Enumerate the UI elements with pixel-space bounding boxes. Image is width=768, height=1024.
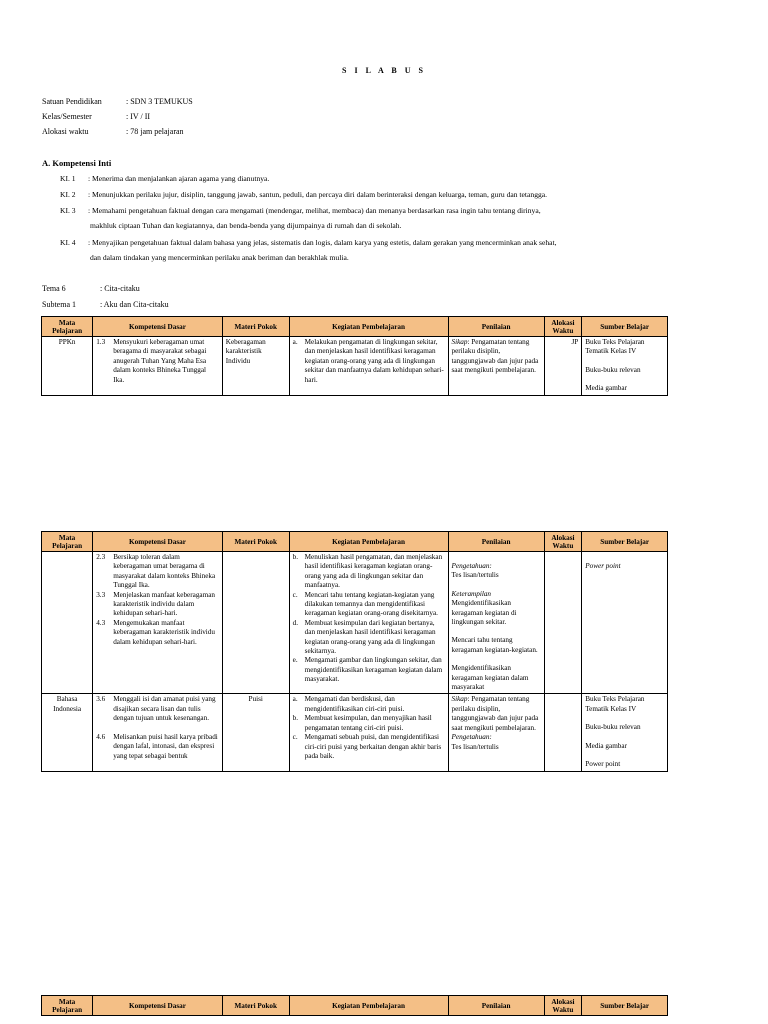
header-penilaian: Penilaian: [448, 996, 544, 1016]
cell-alokasi: [544, 694, 582, 771]
identity-row-time: [42, 127, 184, 136]
sumber-item: Media gambar: [585, 384, 627, 393]
kegiatan-letter: b.: [292, 553, 299, 561]
kegiatan-letter: b.: [292, 714, 299, 723]
tema-value: : Cita-citaku: [100, 284, 140, 293]
ki-text: : Memahami pengetahuan faktual dengan cara mengamati (mendengar, melihat, membaca) dan menanya berdasarkan rasa ingin tahu tentang dirinya,: [88, 206, 541, 215]
header-kompetensi-dasar: Kompetensi Dasar: [93, 996, 223, 1016]
ki-item: [60, 205, 700, 231]
kd-text: Mensyukuri keberagaman umat beragama di masyarakat sebagai anugerah Tuhan Yang Maha Esa dalam konteks Bhineka Tunggal Ika.: [113, 338, 207, 384]
kegiatan-text: Mengamati dan berdiskusi, dan mengidentifikasikan ciri-ciri puisi.: [304, 695, 405, 713]
penilaian-text: Tes lisan/tertulis: [451, 742, 499, 751]
identity-label: Alokasi waktu: [42, 127, 89, 136]
cell-kompetensi-dasar: [93, 694, 223, 771]
kd-number: 2.3: [96, 553, 106, 561]
ki-code: KI. 4: [60, 238, 76, 247]
penilaian-heading: Pengetahuan:: [451, 733, 492, 742]
header-sumber: Sumber Belajar: [582, 317, 668, 337]
section-heading-kompetensi-inti: A. Kompetensi Inti: [42, 158, 112, 168]
syllabus-table-2: [41, 531, 668, 772]
header-penilaian: Penilaian: [448, 317, 544, 337]
kegiatan-letter: a.: [292, 695, 298, 704]
header-materi-pokok: Materi Pokok: [222, 317, 289, 337]
header-kegiatan: Kegiatan Pembelajaran: [289, 532, 448, 552]
kegiatan-letter: a.: [292, 338, 298, 346]
penilaian-heading: Pengetahuan:: [451, 562, 492, 570]
kegiatan-text: Membuat kesimpulan, dan menyajikan hasil pengamatan tentang ciri-ciri puisi.: [304, 714, 432, 732]
header-mapel: Mata Pelajaran: [42, 996, 93, 1016]
cell-mapel: Bahasa Indonesia: [42, 694, 93, 771]
identity-label: Satuan Pendidikan: [42, 97, 102, 106]
cell-mapel: PPKn: [42, 337, 93, 396]
kd-text: Menjelaskan manfaat keberagaman karakteristik individu dalam kehidupan sehari-hari.: [113, 590, 215, 618]
syllabus-table-3: [41, 995, 668, 1016]
header-materi-pokok: Materi Pokok: [222, 532, 289, 552]
kegiatan-letter: c.: [292, 590, 298, 599]
ki-text-continued: makhluk ciptaan Tuhan dan kegiatannya, dan benda-benda yang dijumpainya di rumah dan di sekolah.: [90, 221, 402, 230]
kegiatan-text: Melakukan pengamatan di lingkungan sekitar, dan menjelaskan hasil identifikasi keragaman kegiatan orang-orang yang ada di lingkungan sekitar dan manfaatnya dalam kehidupan sehari-hari.: [304, 338, 444, 384]
kd-text: Bersikap toleran dalam keberagaman umat beragama di masyarakat dalam konteks Bhineka Tunggal Ika.: [113, 553, 216, 590]
cell-mapel: [42, 552, 93, 694]
identity-label: Kelas/Semester: [42, 112, 92, 121]
cell-materi-pokok: Puisi: [222, 694, 289, 771]
kd-number: 1.3: [96, 338, 106, 346]
ki-item: [60, 173, 700, 184]
sumber-item: Buku Teks Pelajaran Tematik Kelas IV: [585, 695, 645, 713]
header-kegiatan: Kegiatan Pembelajaran: [289, 996, 448, 1016]
ki-text: : Menerima dan menjalankan ajaran agama yang dianutnya.: [88, 174, 270, 183]
ki-code: KI. 1: [60, 174, 76, 183]
cell-sumber: [582, 337, 668, 396]
syllabus-table-1: [41, 316, 668, 396]
kegiatan-text: Menuliskan hasil pengamatan, dan menjelaskan hasil identifikasi keragaman kegiatan orang-orang yang ada di lingkungan sekitar dan manfaatnya.: [304, 553, 443, 590]
table-row: [42, 337, 668, 396]
cell-kegiatan: [289, 694, 448, 771]
kegiatan-text: Mengamati gambar dan lingkungan sekitar, dan mengidentifikasikan keragaman kegiatan dalam masyarakat.: [304, 656, 443, 684]
cell-sumber: [582, 552, 668, 694]
ki-item: [60, 189, 700, 200]
ki-text: : Menunjukkan perilaku jujur, disiplin, tanggung jawab, santun, peduli, dan percaya diri dalam berinteraksi dengan keluarga, teman, guru dan tetangga.: [88, 190, 548, 199]
page-title: S I L A B U S: [342, 66, 426, 75]
kd-number: 4.3: [96, 618, 106, 627]
identity-value: : 78 jam pelajaran: [126, 127, 184, 136]
header-mapel: Mata Pelajaran: [42, 317, 93, 337]
cell-penilaian: [448, 552, 544, 694]
subtema-row: [42, 300, 169, 309]
table-header-row: [42, 532, 668, 552]
cell-materi-pokok: Keberagaman karakteristik Individu: [222, 337, 289, 396]
header-materi-pokok: Materi Pokok: [222, 996, 289, 1016]
header-alokasi: Alokasi Waktu: [544, 317, 582, 337]
table-row: [42, 552, 668, 694]
sumber-item: Power point: [585, 562, 621, 570]
penilaian-text: Tes lisan/tertulis: [451, 571, 499, 580]
cell-kegiatan: [289, 337, 448, 396]
kd-number: 3.6: [96, 695, 106, 704]
cell-kompetensi-dasar: [93, 337, 223, 396]
kegiatan-text: Mengamati sebuah puisi, dan mengidentifikasi ciri-ciri puisi yang berkaitan dengan akhir baris pada baik.: [304, 733, 442, 760]
sumber-item: Buku-buku relevan: [585, 723, 641, 732]
table-header-row: [42, 996, 668, 1016]
penilaian-text: : Pengamatan tentang perilaku disiplin, tanggungjawab dan jujur pada saat mengikuti pembelajaran.: [451, 338, 539, 375]
header-kompetensi-dasar: Kompetensi Dasar: [93, 532, 223, 552]
kegiatan-letter: e.: [292, 656, 298, 665]
kegiatan-letter: c.: [292, 733, 298, 742]
header-kegiatan: Kegiatan Pembelajaran: [289, 317, 448, 337]
cell-penilaian: [448, 694, 544, 771]
cell-materi-pokok: [222, 552, 289, 694]
tema-label: Tema 6: [42, 284, 66, 293]
cell-alokasi: JP: [544, 337, 582, 396]
cell-kegiatan: [289, 552, 448, 694]
table-header-row: [42, 317, 668, 337]
kd-number: 4.6: [96, 732, 106, 741]
kegiatan-text: Mencari tahu tentang kegiatan-kegiatan yang dilakukan temannya dan mengidentifikasi keragaman kegiatan orang-orang disekitarnya.: [304, 590, 438, 618]
kegiatan-letter: d.: [292, 618, 299, 627]
kd-number: 3.3: [96, 590, 106, 599]
sumber-item: Buku-buku relevan: [585, 365, 641, 374]
penilaian-heading: Keterampilan: [451, 589, 492, 598]
identity-row-school: [42, 97, 193, 106]
penilaian-label: Sikap: [451, 695, 468, 704]
header-penilaian: Penilaian: [448, 532, 544, 552]
header-kompetensi-dasar: Kompetensi Dasar: [93, 317, 223, 337]
header-alokasi: Alokasi Waktu: [544, 532, 582, 552]
cell-penilaian: [448, 337, 544, 396]
penilaian-text: : Pengamatan tentang perilaku disiplin, tanggungjawab dan jujur pada saat mengikuti pembelajaran.: [451, 695, 539, 732]
header-alokasi: Alokasi Waktu: [544, 996, 582, 1016]
table-row: [42, 694, 668, 771]
cell-sumber: [582, 694, 668, 771]
sumber-item: Power point: [585, 760, 621, 769]
ki-code: KI. 3: [60, 206, 76, 215]
ki-item: [60, 237, 700, 263]
identity-value: : IV / II: [126, 112, 151, 121]
penilaian-text: Mengidentifikasikan keragaman kegiatan di lingkungan sekitar.: [451, 599, 517, 627]
identity-row-class: [42, 112, 150, 121]
kd-text: Melisankan puisi hasil karya pribadi dengan lafal, intonasi, dan ekspresi yang tepat sebagai bentuk: [113, 732, 218, 760]
cell-alokasi: [544, 552, 582, 694]
header-sumber: Sumber Belajar: [582, 996, 668, 1016]
kd-text: Mengemukakan manfaat keberagaman karakteristik individu dalam kehidupan sehari-hari.: [113, 618, 215, 646]
ki-code: KI. 2: [60, 190, 76, 199]
tema-row: [42, 284, 140, 293]
ki-text-continued: dan dalam tindakan yang mencerminkan perilaku anak beriman dan berakhlak mulia.: [90, 253, 349, 262]
subtema-label: Subtema 1: [42, 300, 76, 309]
sumber-item: Media gambar: [585, 741, 627, 750]
identity-value: : SDN 3 TEMUKUS: [126, 97, 193, 106]
penilaian-label: Sikap: [451, 338, 468, 346]
penilaian-text: Mencari tahu tentang keragaman kegiatan-kegiatan.: [451, 636, 538, 654]
header-mapel: Mata Pelajaran: [42, 532, 93, 552]
penilaian-text: Mengidentifikasikan keragaman kegiatan dalam masyarakat: [451, 664, 529, 692]
subtema-value: : Aku dan Cita-citaku: [100, 300, 169, 309]
kd-text: Menggali isi dan amanat puisi yang disajikan secara lisan dan tulis dengan tujuan untuk kesenangan.: [113, 695, 216, 723]
cell-kompetensi-dasar: [93, 552, 223, 694]
header-sumber: Sumber Belajar: [582, 532, 668, 552]
ki-text: : Menyajikan pengetahuan faktual dalam bahasa yang jelas, sistematis dan logis, dalam karya yang estetis, dalam gerakan yang mencerminkan anak sehat,: [88, 238, 557, 247]
kegiatan-text: Membuat kesimpulan dari kegiatan bertanya, dan menjelaskan hasil identifikasi keragaman kegiatan orang-orang yang ada di lingkungan sekitarnya.: [304, 618, 436, 656]
sumber-item: Buku Teks Pelajaran Tematik Kelas IV: [585, 338, 645, 356]
